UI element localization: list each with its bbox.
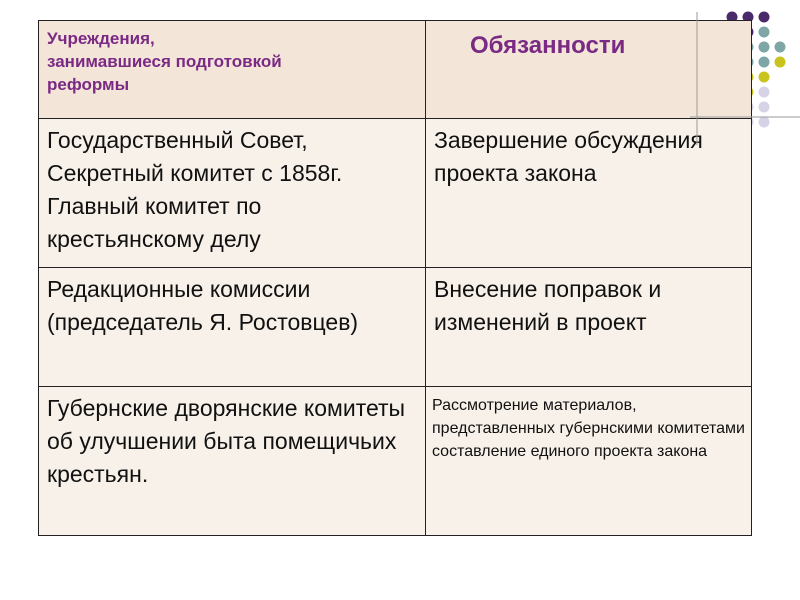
table-row — [39, 268, 752, 387]
duty-text: Завершение обсуждения проекта закона — [434, 127, 703, 186]
header-cell-duties — [426, 21, 752, 119]
decorative-dot — [759, 102, 770, 113]
decorative-dot — [759, 117, 770, 128]
duty-text: Внесение поправок и изменений в проект — [434, 276, 662, 335]
table-row — [39, 119, 752, 268]
institution-text: Редакционные комиссии (председатель Я. Ростовцев) — [47, 276, 359, 335]
decorative-dot — [759, 57, 770, 68]
header-institutions-label: Учреждения, занимавшиеся подготовкой реформы — [47, 29, 282, 94]
decorative-dot — [759, 12, 770, 23]
institution-cell — [39, 387, 426, 536]
header-cell-institutions — [39, 21, 426, 119]
duty-cell — [426, 268, 752, 387]
duty-text: Рассмотрение материалов, представленных губернскими комитетами составление единого проекта закона — [432, 397, 745, 460]
reform-institutions-table — [38, 20, 752, 536]
institution-cell — [39, 119, 426, 268]
duty-cell — [426, 387, 752, 536]
decorative-dot — [759, 87, 770, 98]
institution-text: Государственный Совет, Секретный комитет с 1858г. Главный комитет по крестьянскому делу — [47, 127, 343, 252]
decorative-dot — [759, 27, 770, 38]
decorative-dot — [759, 42, 770, 53]
institution-cell — [39, 268, 426, 387]
decorative-dot — [775, 42, 786, 53]
decorative-dot — [775, 57, 786, 68]
table-row — [39, 387, 752, 536]
header-duties-label: Обязанности — [470, 32, 626, 59]
decorative-dot — [759, 72, 770, 83]
table-header-row — [39, 21, 752, 119]
institution-text: Губернские дворянские комитеты об улучшении быта помещичьих крестьян. — [47, 395, 406, 487]
duty-cell — [426, 119, 752, 268]
